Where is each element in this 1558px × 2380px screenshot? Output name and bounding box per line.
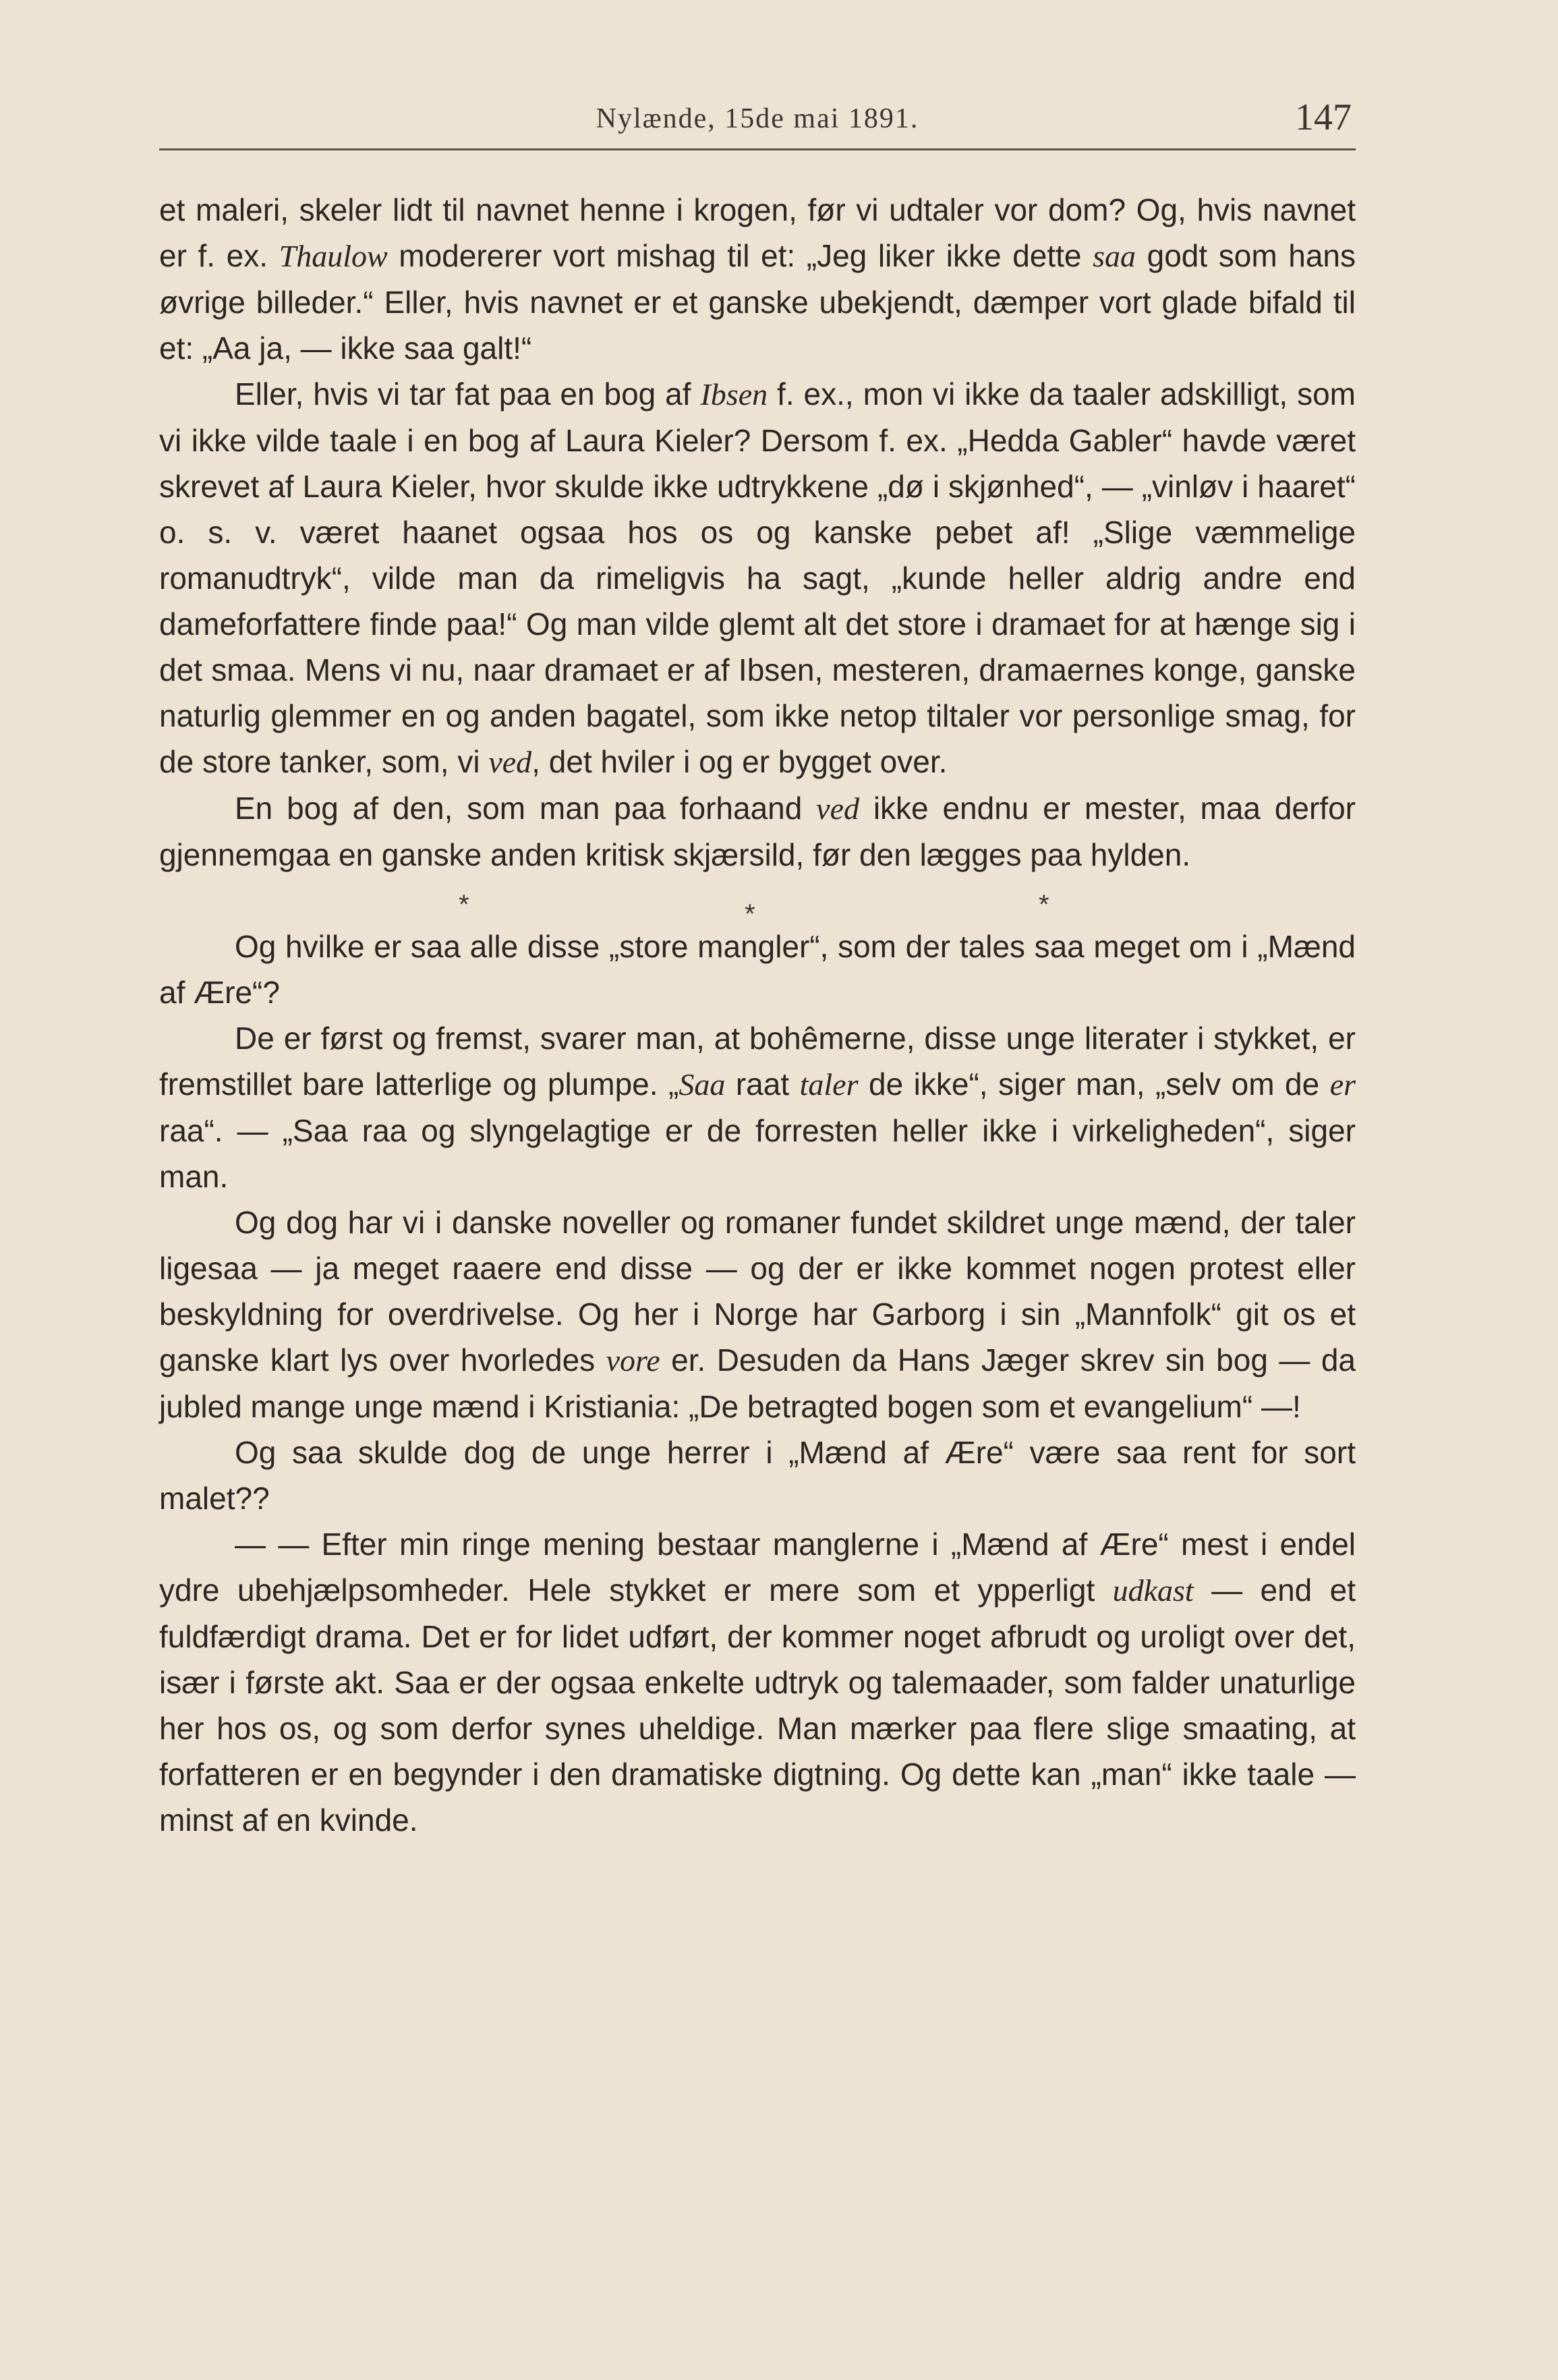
- text-run: godt som hans øvrige billeder.“ Eller, hvis navnet er et ganske ubekjendt, dæmper vort glade bifald til et: „Aa ja, — ikke saa galt!“: [159, 238, 1356, 366]
- text-run: er. Desuden da Hans Jæger skrev sin bog — da jubled mange unge mænd i Kristiania: „De betragted bogen som et evangelium“ —!: [159, 1342, 1356, 1424]
- separator-star: *: [1039, 890, 1049, 919]
- text-run: Og dog har vi i danske noveller og romaner fundet skildret unge mænd, der taler ligesaa — ja meget raaere end disse — og der er ikke kommet nogen protest eller beskyldning for overdrivelse. Og her i Norge har Garborg i sin „Mannfolk“ git os et ganske klart lys over hvorledes: [159, 1205, 1356, 1378]
- text-run: f. ex., mon vi ikke da taaler adskilligt, som vi ikke vilde taale i en bog af Laura Kieler? Dersom f. ex. „Hedda Gabler“ havde været skrevet af Laura Kieler, hvor skulde ikke udtrykkene „dø i skjønhed“, — „vinløv i haaret“ o. s. v. været haanet ogsaa hos os og kanske pebet af! „Slige væmmelige romanudtryk“, vilde man da rimeligvis ha sagt, „kunde heller aldrig andre end dameforfattere finde paa!“ Og man vilde glemt alt det store i dramaet for at hænge sig i det smaa. Mens vi nu, naar dramaet er af Ibsen, mesteren, dramaernes konge, ganske naturlig glemmer en og anden bagatel, som ikke netop tiltaler vor personlige smag, for de store tanker, som, vi: [159, 376, 1356, 779]
- text-run: — end et fuldfærdigt drama. Det er for lidet udført, der kommer noget afbrudt og uroligt over det, især i første akt. Saa er der ogsaa enkelte udtryk og talemaader, som falder unaturlige her hos os, og som derfor synes uheldige. Man mærker paa flere slige smaating, at forfatteren er en begynder i den dramatiske digtning. Og dette kan „man“ ikke taale — minst af en kvinde.: [159, 1572, 1356, 1838]
- paragraph-6: [159, 1199, 1356, 1429]
- italic-word: saa: [1093, 239, 1136, 273]
- text-run: De er først og fremst, svarer man, at bohêmerne, disse unge literater i stykket, er fremstillet bare latterlige og plumpe. „: [159, 1021, 1356, 1102]
- text-run: Eller, hvis vi tar fat paa en bog af: [235, 376, 701, 412]
- italic-word: vore: [606, 1343, 660, 1378]
- section-separator: [159, 878, 1356, 929]
- italic-name: Ibsen: [700, 377, 768, 412]
- page-number: 147: [1295, 96, 1352, 138]
- page-header: [159, 94, 1356, 150]
- text-run: modererer vort mishag til et: „Jeg liker ikke dette: [387, 238, 1093, 273]
- text-run: de ikke“, siger man, „selv om de: [858, 1067, 1330, 1102]
- text-run: — — Efter min ringe mening bestaar manglerne i „Mænd af Ære“ mest i endel ydre ubehjælpsomheder. Hele stykket er mere som et ypperligt: [159, 1527, 1356, 1608]
- paragraph-8: [159, 1521, 1356, 1843]
- separator-star: *: [459, 890, 469, 919]
- separator-star: *: [745, 899, 755, 929]
- italic-word: udkast: [1112, 1573, 1194, 1608]
- italic-word: Saa: [679, 1067, 726, 1102]
- text-run: raat: [725, 1067, 800, 1102]
- article-body: [159, 187, 1356, 1843]
- paragraph-4: Og hvilke er saa alle disse „store mangler“, som der tales saa meget om i „Mænd af Ære“?: [159, 929, 1356, 1010]
- text-run: En bog af den, som man paa forhaand: [235, 791, 817, 826]
- running-head: Nylænde, 15de mai 1891.: [596, 103, 919, 134]
- paragraph-7: Og saa skulde dog de unge herrer i „Mænd af Ære“ være saa rent for sort malet??: [159, 1435, 1356, 1516]
- text-run: et maleri, skeler lidt til navnet henne i krogen, før vi udtaler vor dom? Og, hvis navnet er f. ex.: [159, 192, 1356, 273]
- paragraph-5: [159, 1015, 1356, 1199]
- paragraph-1: [159, 187, 1356, 371]
- italic-word: er: [1329, 1067, 1356, 1102]
- paragraph-3: [159, 785, 1356, 878]
- italic-word: ved: [816, 791, 860, 826]
- text-run: raa“. — „Saa raa og slyngelagtige er de forresten heller ikke i virkeligheden“, siger man.: [159, 1113, 1356, 1194]
- paragraph-2: [159, 371, 1356, 785]
- italic-name: Thaulow: [279, 239, 388, 273]
- italic-word: taler: [799, 1067, 859, 1102]
- italic-word: ved: [488, 745, 532, 779]
- text-run: ikke endnu er mester, maa derfor gjennemgaa en ganske anden kritisk skjærsild, før den lægges paa hylden.: [159, 791, 1356, 872]
- text-run: , det hviler i og er bygget over.: [531, 744, 948, 779]
